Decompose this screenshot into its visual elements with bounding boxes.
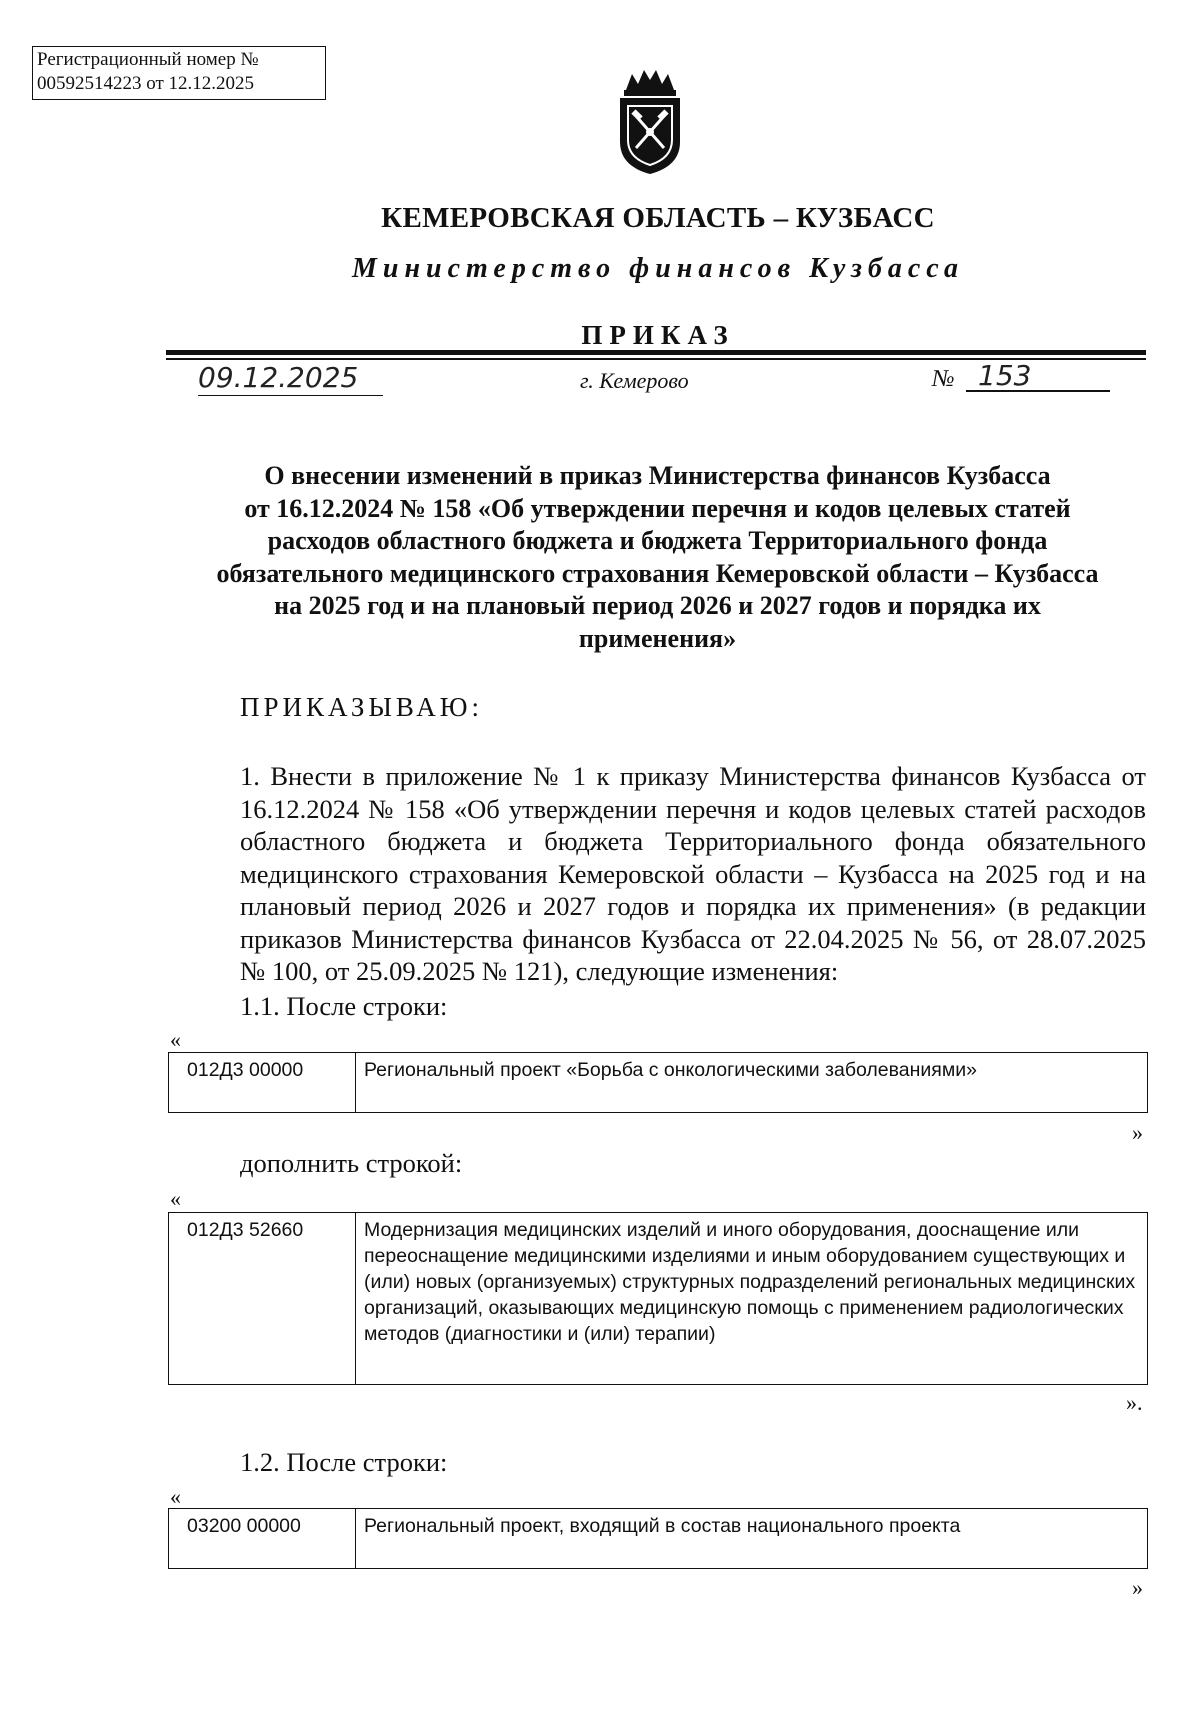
row-text: Региональный проект «Борьба с онкологическими заболеваниями» [356, 1053, 1148, 1113]
quote-open: « [170, 1027, 181, 1052]
paragraph-1 [168, 760, 1146, 988]
quote-close: » [1132, 1120, 1143, 1145]
quote-open: « [170, 1484, 181, 1509]
row-code: 012Д3 52660 [169, 1213, 356, 1385]
add-row-label: дополнить строкой: [240, 1148, 463, 1178]
item-1-1: 1.1. После строки: [240, 991, 448, 1021]
city: г. Кемерово [580, 368, 689, 393]
subject-line: О внесении изменений в приказ Министерства финансов Кузбасса [264, 461, 1051, 490]
order-subject [160, 460, 1155, 655]
order-date-handwritten: 09.12.2025 [198, 361, 383, 396]
subject-line: расходов областного бюджета и бюджета Территориального фонда [267, 526, 1048, 555]
ministry-name: Министерство финансов Кузбасса [351, 253, 965, 284]
subject-line: от 16.12.2024 № 158 «Об утверждении перечня и кодов целевых статей [244, 493, 1071, 523]
registration-stamp [32, 46, 326, 100]
orders-word: ПРИКАЗЫВАЮ: [240, 692, 483, 722]
registration-line-2: 00592514223 от 12.12.2025 [37, 73, 255, 94]
document-type: ПРИКАЗ [581, 320, 735, 350]
subject-line: на 2025 год и на плановый период 2026 и 2027 годов и порядка их [274, 591, 1041, 620]
quote-close-dot: ». [1126, 1390, 1143, 1415]
order-number-label: № [932, 366, 955, 392]
row-text: Региональный проект, входящий в состав национального проекта [356, 1509, 1148, 1569]
table-row-1-2 [168, 1508, 1148, 1569]
table-row-new [168, 1212, 1148, 1385]
quote-open: « [170, 1186, 181, 1211]
header-rule-thick [166, 350, 1146, 355]
quote-close: » [1132, 1575, 1143, 1600]
row-text: Модернизация медицинских изделий и иного оборудования, дооснащение или переоснащение медицинскими изделиями и иным оборудованием существующих и (или) новых (организуемых) структурных подразделений региональных медицинских организаций, оказывающих медицинскую помощь с применением радиологических методов (диагностики и (или) терапии) [356, 1213, 1148, 1385]
coat-of-arms-icon [612, 68, 688, 176]
row-code: 012Д3 00000 [169, 1053, 356, 1113]
subject-line: обязательного медицинского страхования Кемеровской области – Кузбасса [216, 558, 1099, 588]
paragraph-1-text: 1. Внести в приложение № 1 к приказу Министерства финансов Кузбасса от 16.12.2024 № 158 «Об утверждении перечня и кодов целевых статей расходов областного бюджета и бюджета Территориального фонда обязательного медицинского страхования Кемеровской области – Кузбасса на 2025 год и на плановый период 2026 и 2027 годов и порядка их применения» (в редакции приказов Министерства финансов Кузбасса от 22.04.2025 № 56, от 28.07.2025 № 100, от 25.09.2025 № 121), следующие изменения: [240, 761, 1146, 986]
row-code: 03200 00000 [169, 1509, 356, 1569]
registration-line-1: Регистрационный номер № [37, 49, 259, 70]
table-row-1-1 [168, 1052, 1148, 1113]
subject-line: применения» [578, 623, 737, 653]
order-number-handwritten: 153 [978, 359, 1032, 392]
item-1-2: 1.2. После строки: [240, 1447, 448, 1477]
region-title: КЕМЕРОВСКАЯ ОБЛАСТЬ – КУЗБАСС [381, 202, 935, 234]
